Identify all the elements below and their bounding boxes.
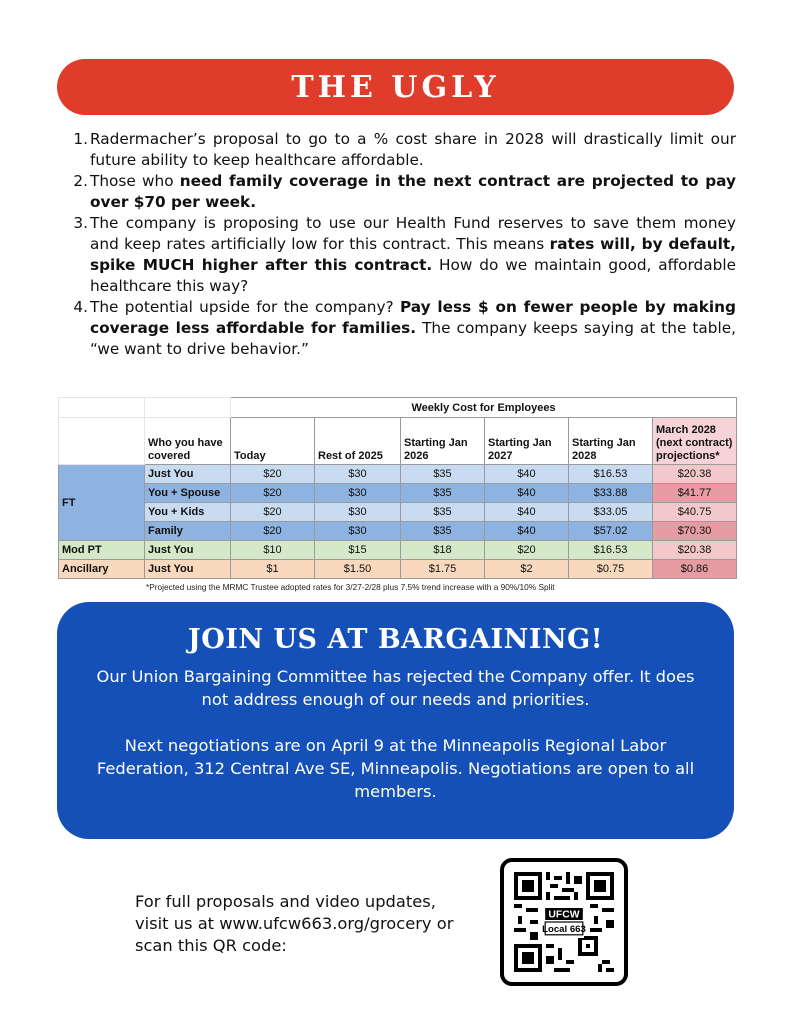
- point-text: [90, 171, 736, 213]
- value-cell: $40: [485, 465, 569, 484]
- visit-line: For full proposals and video updates,: [135, 892, 436, 911]
- table-row: [59, 465, 737, 484]
- group-label-ft: FT: [59, 465, 145, 541]
- coverage-cell: Family: [145, 522, 231, 541]
- table-row: [59, 484, 737, 503]
- table-row: [59, 541, 737, 560]
- point-number: 2.: [73, 172, 88, 190]
- coverage-cell: You + Kids: [145, 503, 231, 522]
- point-text: [90, 129, 736, 171]
- value-cell: $35: [401, 465, 485, 484]
- join-bargaining-box: [57, 602, 734, 839]
- point-text-bold: need family coverage in the next contract are projected to pay over $70 per week.: [90, 172, 736, 211]
- value-cell: $33.05: [569, 503, 653, 522]
- point-text-part: How do we maintain good, affordable healthcare this way?: [90, 256, 736, 295]
- projection-cell: $40.75: [653, 503, 737, 522]
- the-ugly-banner: [57, 59, 734, 115]
- column-header: Starting Jan 2026: [401, 418, 485, 465]
- coverage-cell: Just You: [145, 560, 231, 579]
- ugly-point: [68, 213, 736, 297]
- value-cell: $33.88: [569, 484, 653, 503]
- value-cell: $30: [315, 503, 401, 522]
- visit-line: scan this QR code:: [135, 936, 287, 955]
- column-header: Today: [231, 418, 315, 465]
- visit-line: visit us at www.ufcw663.org/grocery or: [135, 914, 454, 933]
- table-row: [59, 560, 737, 579]
- point-number: 4.: [73, 298, 88, 316]
- qr-logo-ufcw: UFCW: [548, 909, 580, 921]
- value-cell: $40: [485, 484, 569, 503]
- value-cell: $2: [485, 560, 569, 579]
- point-text-bold: Pay less $ on fewer people by making coverage less affordable for families.: [90, 298, 736, 337]
- value-cell: $0.75: [569, 560, 653, 579]
- ugly-point: [68, 297, 736, 360]
- ugly-points-list: [68, 129, 736, 360]
- point-number: 1.: [73, 130, 88, 148]
- value-cell: $10: [231, 541, 315, 560]
- coverage-cell: Just You: [145, 465, 231, 484]
- join-title: JOIN US AT BARGAINING!: [187, 624, 604, 655]
- weekly-cost-table: [58, 397, 737, 579]
- point-text-part: Those who: [90, 172, 180, 190]
- projection-cell: $70.30: [653, 522, 737, 541]
- value-cell: $16.53: [569, 541, 653, 560]
- projection-cell: $0.86: [653, 560, 737, 579]
- value-cell: $20: [231, 503, 315, 522]
- point-text: [90, 297, 736, 360]
- point-number: 3.: [73, 214, 88, 232]
- value-cell: $35: [401, 503, 485, 522]
- join-paragraph: Next negotiations are on April 9 at the Minneapolis Regional Labor Federation, 312 Central Ave SE, Minneapolis. Negotiations are open to all members.: [96, 736, 695, 801]
- coverage-cell: Just You: [145, 541, 231, 560]
- value-cell: $40: [485, 503, 569, 522]
- value-cell: $30: [315, 522, 401, 541]
- value-cell: $20: [485, 541, 569, 560]
- table-footnote: *Projected using the MRMC Trustee adopted rates for 3/27-2/28 plus 7.5% trend increase with a 90%/10% Split: [146, 582, 555, 592]
- value-cell: $40: [485, 522, 569, 541]
- projection-cell: $20.38: [653, 465, 737, 484]
- value-cell: $1.75: [401, 560, 485, 579]
- the-ugly-title: THE UGLY: [291, 69, 500, 105]
- value-cell: $35: [401, 522, 485, 541]
- group-label-ancillary: Ancillary: [59, 560, 145, 579]
- visit-text: [135, 891, 505, 957]
- weekly-cost-table-wrapper: [58, 397, 736, 592]
- table-row: [59, 522, 737, 541]
- table-row: [59, 503, 737, 522]
- value-cell: $18: [401, 541, 485, 560]
- column-header: Starting Jan 2027: [485, 418, 569, 465]
- projection-cell: $20.38: [653, 541, 737, 560]
- ugly-point: [68, 171, 736, 213]
- point-text-part: The company is proposing to use our Health Fund reserves to save them money and keep rates artificially low for this contract. This means: [90, 214, 736, 253]
- column-header: Who you have covered: [145, 418, 231, 465]
- column-header-row: [59, 418, 737, 465]
- point-text-bold: rates will, by default, spike MUCH higher after this contract.: [90, 235, 736, 274]
- qr-code[interactable]: [500, 858, 628, 986]
- point-text-part: Radermacher’s proposal to go to a % cost share in 2028 will drastically limit our future ability to keep healthcare affordable.: [90, 130, 736, 169]
- value-cell: $20: [231, 484, 315, 503]
- value-cell: $20: [231, 522, 315, 541]
- point-text-part: The company keeps saying at the table, “we want to drive behavior.”: [90, 319, 737, 358]
- value-cell: $15: [315, 541, 401, 560]
- value-cell: $57.02: [569, 522, 653, 541]
- join-paragraph: Our Union Bargaining Committee has rejected the Company offer. It does not address enough of our needs and priorities.: [96, 667, 695, 709]
- qr-logo-local: Local 663: [542, 924, 586, 935]
- ugly-point: [68, 129, 736, 171]
- value-cell: $16.53: [569, 465, 653, 484]
- point-text: [90, 213, 736, 297]
- value-cell: $20: [231, 465, 315, 484]
- point-text-part: The potential upside for the company?: [90, 298, 400, 316]
- value-cell: $30: [315, 484, 401, 503]
- qr-code-image: [514, 872, 614, 972]
- projection-cell: $41.77: [653, 484, 737, 503]
- coverage-cell: You + Spouse: [145, 484, 231, 503]
- column-header: Starting Jan 2028: [569, 418, 653, 465]
- value-cell: $35: [401, 484, 485, 503]
- value-cell: $1.50: [315, 560, 401, 579]
- value-cell: $1: [231, 560, 315, 579]
- column-header: Rest of 2025: [315, 418, 401, 465]
- column-header: March 2028 (next contract) projections*: [653, 418, 737, 465]
- value-cell: $30: [315, 465, 401, 484]
- weekly-cost-group-header: Weekly Cost for Employees: [231, 398, 737, 418]
- group-label-modpt: Mod PT: [59, 541, 145, 560]
